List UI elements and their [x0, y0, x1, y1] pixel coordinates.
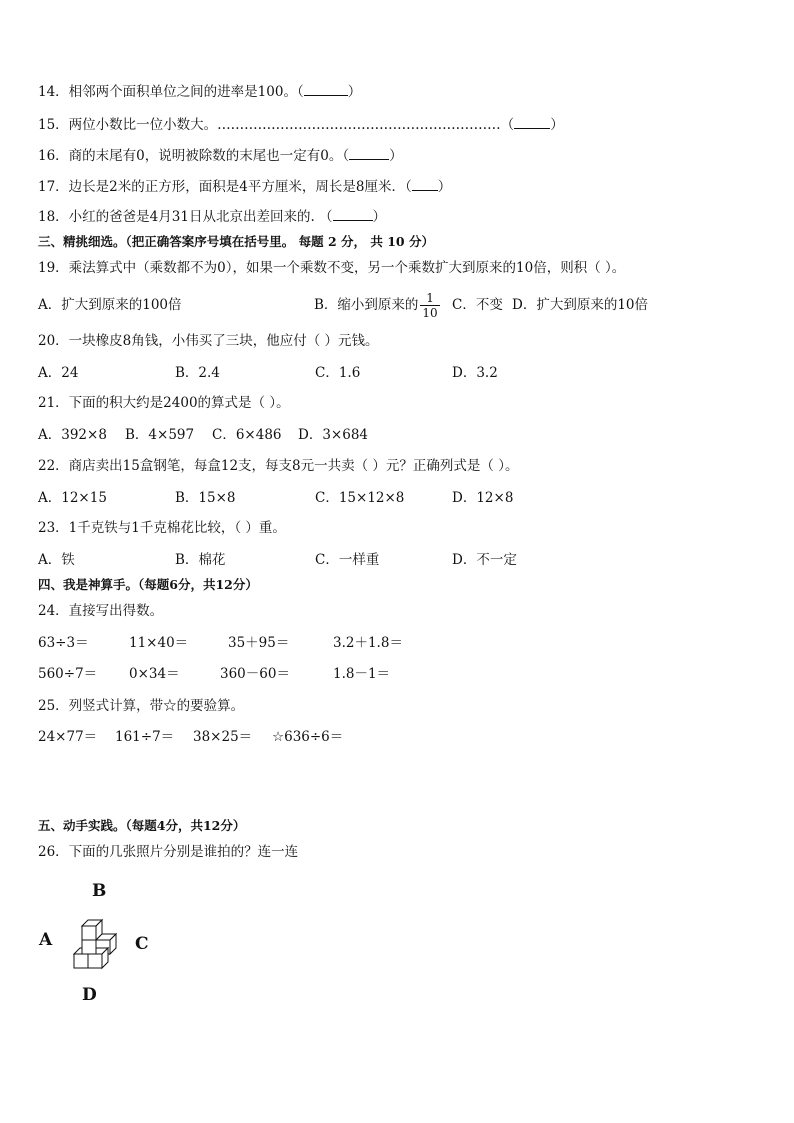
section-3-heading: 三、精挑细选。（把正确答案序号填在括号里。 每题 2 分， 共 10 分） [38, 234, 434, 249]
q20-option-c[interactable]: C．1.6 [315, 365, 361, 381]
q21-option-c[interactable]: C．6×486 [212, 427, 282, 443]
label-a: A [39, 930, 53, 950]
question-19: 19．乘法算式中（乘数都不为0），如果一个乘数不变，另一个乘数扩大到原来的10倍，则积（ ）。 [38, 260, 626, 276]
q20-option-d[interactable]: D．3.2 [452, 365, 498, 381]
question-22: 22．商店卖出15盒钢笔，每盒12支，每支8元一共卖（ ）元？正确列式是（ ）。 [38, 458, 519, 474]
question-23: 23．1千克铁与1千克棉花比较，（ ）重。 [38, 520, 286, 536]
fraction: $\frac{1}{10}$ [422, 291, 438, 320]
question-26: 26．下面的几张照片分别是谁拍的？连一连 [38, 844, 299, 860]
calc-item: 35＋95＝ [228, 635, 290, 651]
question-21: 21．下面的积大约是2400的算式是（ ）。 [38, 395, 290, 411]
question-18: 18．小红的爸爸是4月31日从北京出差回来的. （ ） [38, 209, 387, 225]
calc-item: ☆636÷6＝ [272, 729, 344, 745]
question-25: 25．列竖式计算，带☆的要验算。 [38, 698, 245, 714]
question-14: 14．相邻两个面积单位之间的进率是100。（ ） [38, 84, 362, 100]
cube-stack-figure [68, 914, 122, 972]
calc-item: 24×77＝ [38, 729, 98, 745]
question-20: 20．一块橡皮8角钱，小伟买了三块，他应付（ ）元钱。 [38, 333, 379, 349]
calc-item: 360－60＝ [220, 666, 290, 682]
answer-blank[interactable] [412, 177, 438, 191]
q22-option-b[interactable]: B．15×8 [175, 490, 236, 506]
calc-item: 560÷7＝ [38, 666, 98, 682]
q23-option-b[interactable]: B．棉花 [175, 552, 226, 568]
calc-item: 1.8－1＝ [333, 666, 391, 682]
answer-blank[interactable] [349, 146, 389, 160]
section-5-heading: 五、动手实践。（每题4分，共12分） [38, 818, 246, 833]
question-17: 17．边长是2米的正方形，面积是4平方厘米，周长是8厘米．（ ） [38, 179, 452, 195]
calc-item: 11×40＝ [129, 635, 189, 651]
q22-option-a[interactable]: A．12×15 [38, 490, 107, 506]
question-24: 24．直接写出得数。 [38, 603, 164, 619]
calc-item: 38×25＝ [193, 729, 253, 745]
label-d: D [82, 985, 97, 1005]
q20-option-b[interactable]: B．2.4 [175, 365, 220, 381]
calc-item: 0×34＝ [129, 666, 180, 682]
answer-blank[interactable] [514, 115, 550, 129]
q21-option-a[interactable]: A．392×8 [38, 427, 107, 443]
label-c: C [135, 934, 149, 954]
q19-option-c[interactable]: C．不变 [452, 297, 503, 313]
calc-item: 63÷3＝ [38, 635, 89, 651]
q22-option-d[interactable]: D．12×8 [452, 490, 514, 506]
q21-option-d[interactable]: D．3×684 [298, 427, 368, 443]
label-b: B [92, 881, 107, 901]
section-4-heading: 四、我是神算手。（每题6分，共12分） [38, 577, 258, 592]
q23-option-d[interactable]: D．不一定 [452, 552, 517, 568]
q22-option-c[interactable]: C．15×12×8 [315, 490, 405, 506]
q19-option-b[interactable]: B．缩小到原来的 $\frac{1}{10}$ [314, 291, 438, 320]
q20-option-a[interactable]: A．24 [38, 365, 79, 381]
calc-item: 3.2＋1.8＝ [333, 635, 403, 651]
q21-option-b[interactable]: B．4×597 [125, 427, 195, 443]
answer-blank[interactable] [304, 82, 348, 96]
calc-item: 161÷7＝ [115, 729, 175, 745]
question-15: 15．两位小数比一位小数大。………………………………………………………（ ） [38, 117, 564, 133]
q19-option-a[interactable]: A．扩大到原来的100倍 [38, 297, 182, 313]
answer-blank[interactable] [333, 207, 373, 221]
q23-option-c[interactable]: C．一样重 [315, 552, 380, 568]
question-16: 16．商的末尾有0，说明被除数的末尾也一定有0。（ ） [38, 148, 403, 164]
q23-option-a[interactable]: A．铁 [38, 552, 75, 568]
q19-option-d[interactable]: D．扩大到原来的10倍 [512, 297, 649, 313]
